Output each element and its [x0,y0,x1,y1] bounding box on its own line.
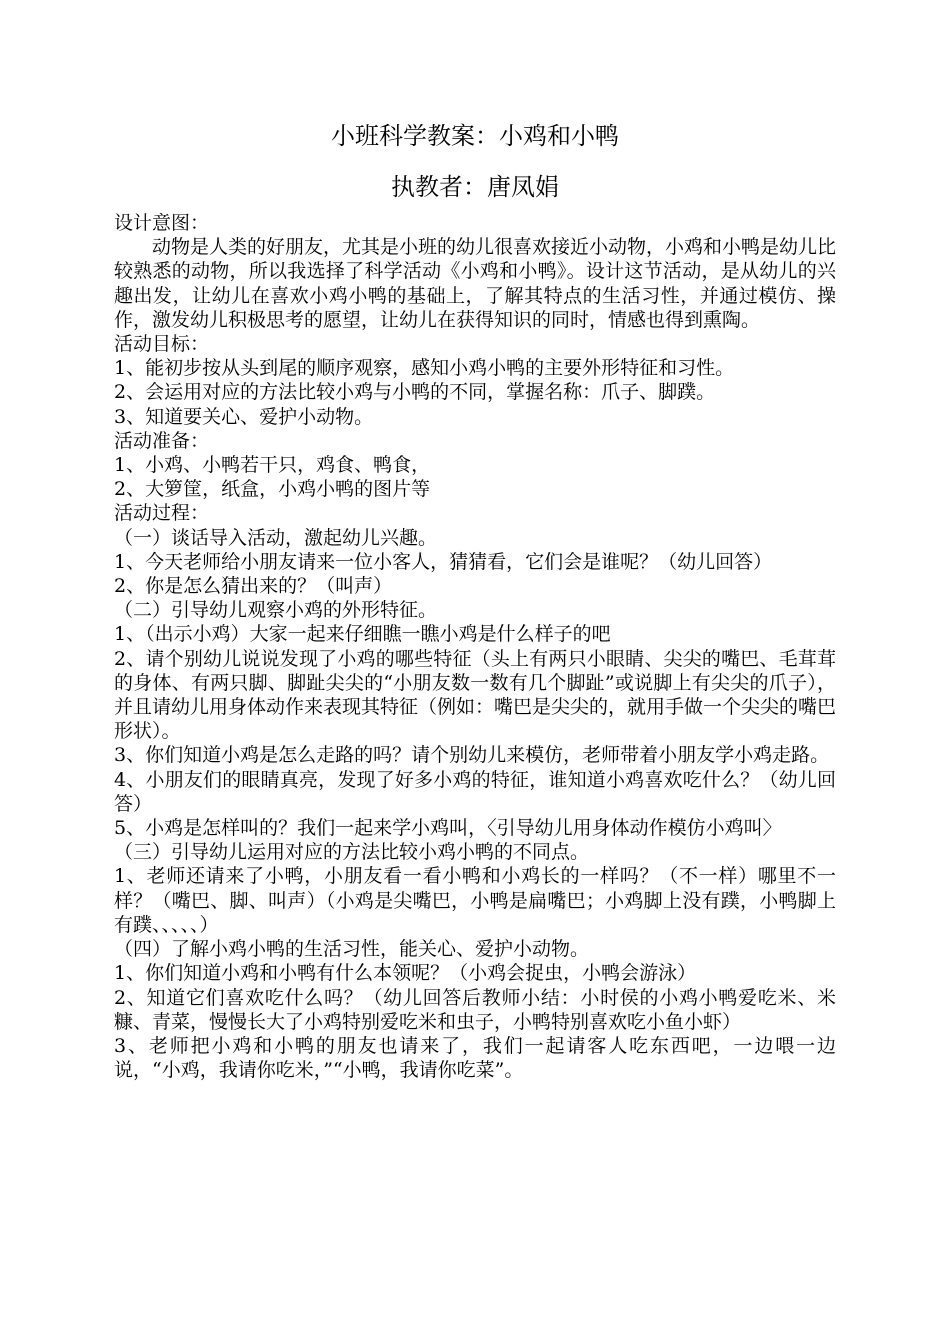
document-author: 执教者：唐凤娟 [391,173,559,201]
document-title: 小班科学教案：小鸡和小鸭 [331,122,619,150]
process-item: 2、知道它们喜欢吃什么吗？（幼儿回答后教师小结：小时侯的小鸡小鸭爱吃米、米糠、青菜，慢慢长大了小鸡特别爱吃米和虫子，小鸭特别喜欢吃小鱼小虾） [114,986,836,1033]
goal-item: 1、能初步按从头到尾的顺序观察，感知小鸡小鸭的主要外形特征和习性。 [114,357,735,380]
process-item: 2、请个别幼儿说说发现了小鸡的哪些特征（头上有两只小眼睛、尖尖的嘴巴、毛茸茸的身体、有两只脚、脚趾尖尖的“小朋友数一数有几个脚趾”或说脚上有尖尖的爪子），并且请幼儿用身体动作来表现其特征（例如：嘴巴是尖尖的，就用手做一个尖尖的嘴巴形状）。 [114,647,837,743]
section-heading-preparation: 活动准备： [114,429,210,452]
preparation-item: 1、小鸡、小鸭若干只，鸡食、鸭食， [114,454,431,477]
process-item: 1、（出示小鸡）大家一起来仔细瞧一瞧小鸡是什么样子的吧 [114,623,611,646]
process-item: 3、老师把小鸡和小鸭的朋友也请来了，我们一起请客人吃东西吧，一边喂一边说，“小鸡，我请你吃米，”“小鸭，我请你吃菜”。 [114,1034,836,1082]
process-item: 5、小鸡是怎样叫的？我们一起来学小鸡叫，〈引导幼儿用身体动作模仿小鸡叫〉 [114,817,782,840]
process-item: 3、你们知道小鸡是怎么走路的吗？请个别幼儿来模仿，老师带着小朋友学小鸡走路。 [114,744,830,767]
goal-item: 3、知道要关心、爱护小动物。 [114,405,374,428]
process-step-heading: （三）引导幼儿运用对应的方法比较小鸡小鸭的不同点。 [114,841,590,864]
process-item: 1、你们知道小鸡和小鸭有什么本领呢？（小鸡会捉虫，小鸭会游泳） [114,962,697,985]
process-step-heading: （四）了解小鸡小鸭的生活习性，能关心、爱护小动物。 [114,938,590,961]
process-step-heading: （二）引导幼儿观察小鸡的外形特征。 [114,599,438,622]
section-heading-process: 活动过程： [114,502,210,525]
process-step-heading: （一）谈话导入活动，激起幼儿兴趣。 [114,526,438,549]
process-item: 2、你是怎么猜出来的？（叫声） [114,575,393,598]
process-item: 1、今天老师给小朋友请来一位小客人，猜猜看，它们会是谁呢？（幼儿回答） [114,550,773,573]
process-item: 1、老师还请来了小鸭，小朋友看一看小鸭和小鸡长的一样吗？（不一样）哪里不一样？（嘴巴、脚、叫声）（小鸡是尖嘴巴，小鸭是扁嘴巴；小鸡脚上没有蹼，小鸭脚上有蹼、、、、、） [114,865,836,936]
section-heading-design-intent: 设计意图： [114,212,210,234]
process-item: 4、小朋友们的眼睛真亮，发现了好多小鸡的特征，谁知道小鸡喜欢吃什么？（幼儿回答） [114,768,836,815]
section-heading-goals: 活动目标： [114,333,210,356]
preparation-item: 2、大箩筐，纸盒，小鸡小鸭的图片等 [114,478,431,501]
design-intent-paragraph: 动物是人类的好朋友，尤其是小班的幼儿很喜欢接近小动物，小鸡和小鸭是幼儿比较熟悉的动物，所以我选择了科学活动《小鸡和小鸭》。设计这节活动，是从幼儿的兴趣出发，让幼儿在喜欢小鸡小鸭的基础上，了解其特点的生活习性，并通过模仿、操作，激发幼儿积极思考的愿望，让幼儿在获得知识的同时，情感也得到熏陶。 [114,236,837,331]
goal-item: 2、会运用对应的方法比较小鸡与小鸭的不同，掌握名称：爪子、脚蹼。 [114,381,716,404]
document-body [114,211,836,1082]
